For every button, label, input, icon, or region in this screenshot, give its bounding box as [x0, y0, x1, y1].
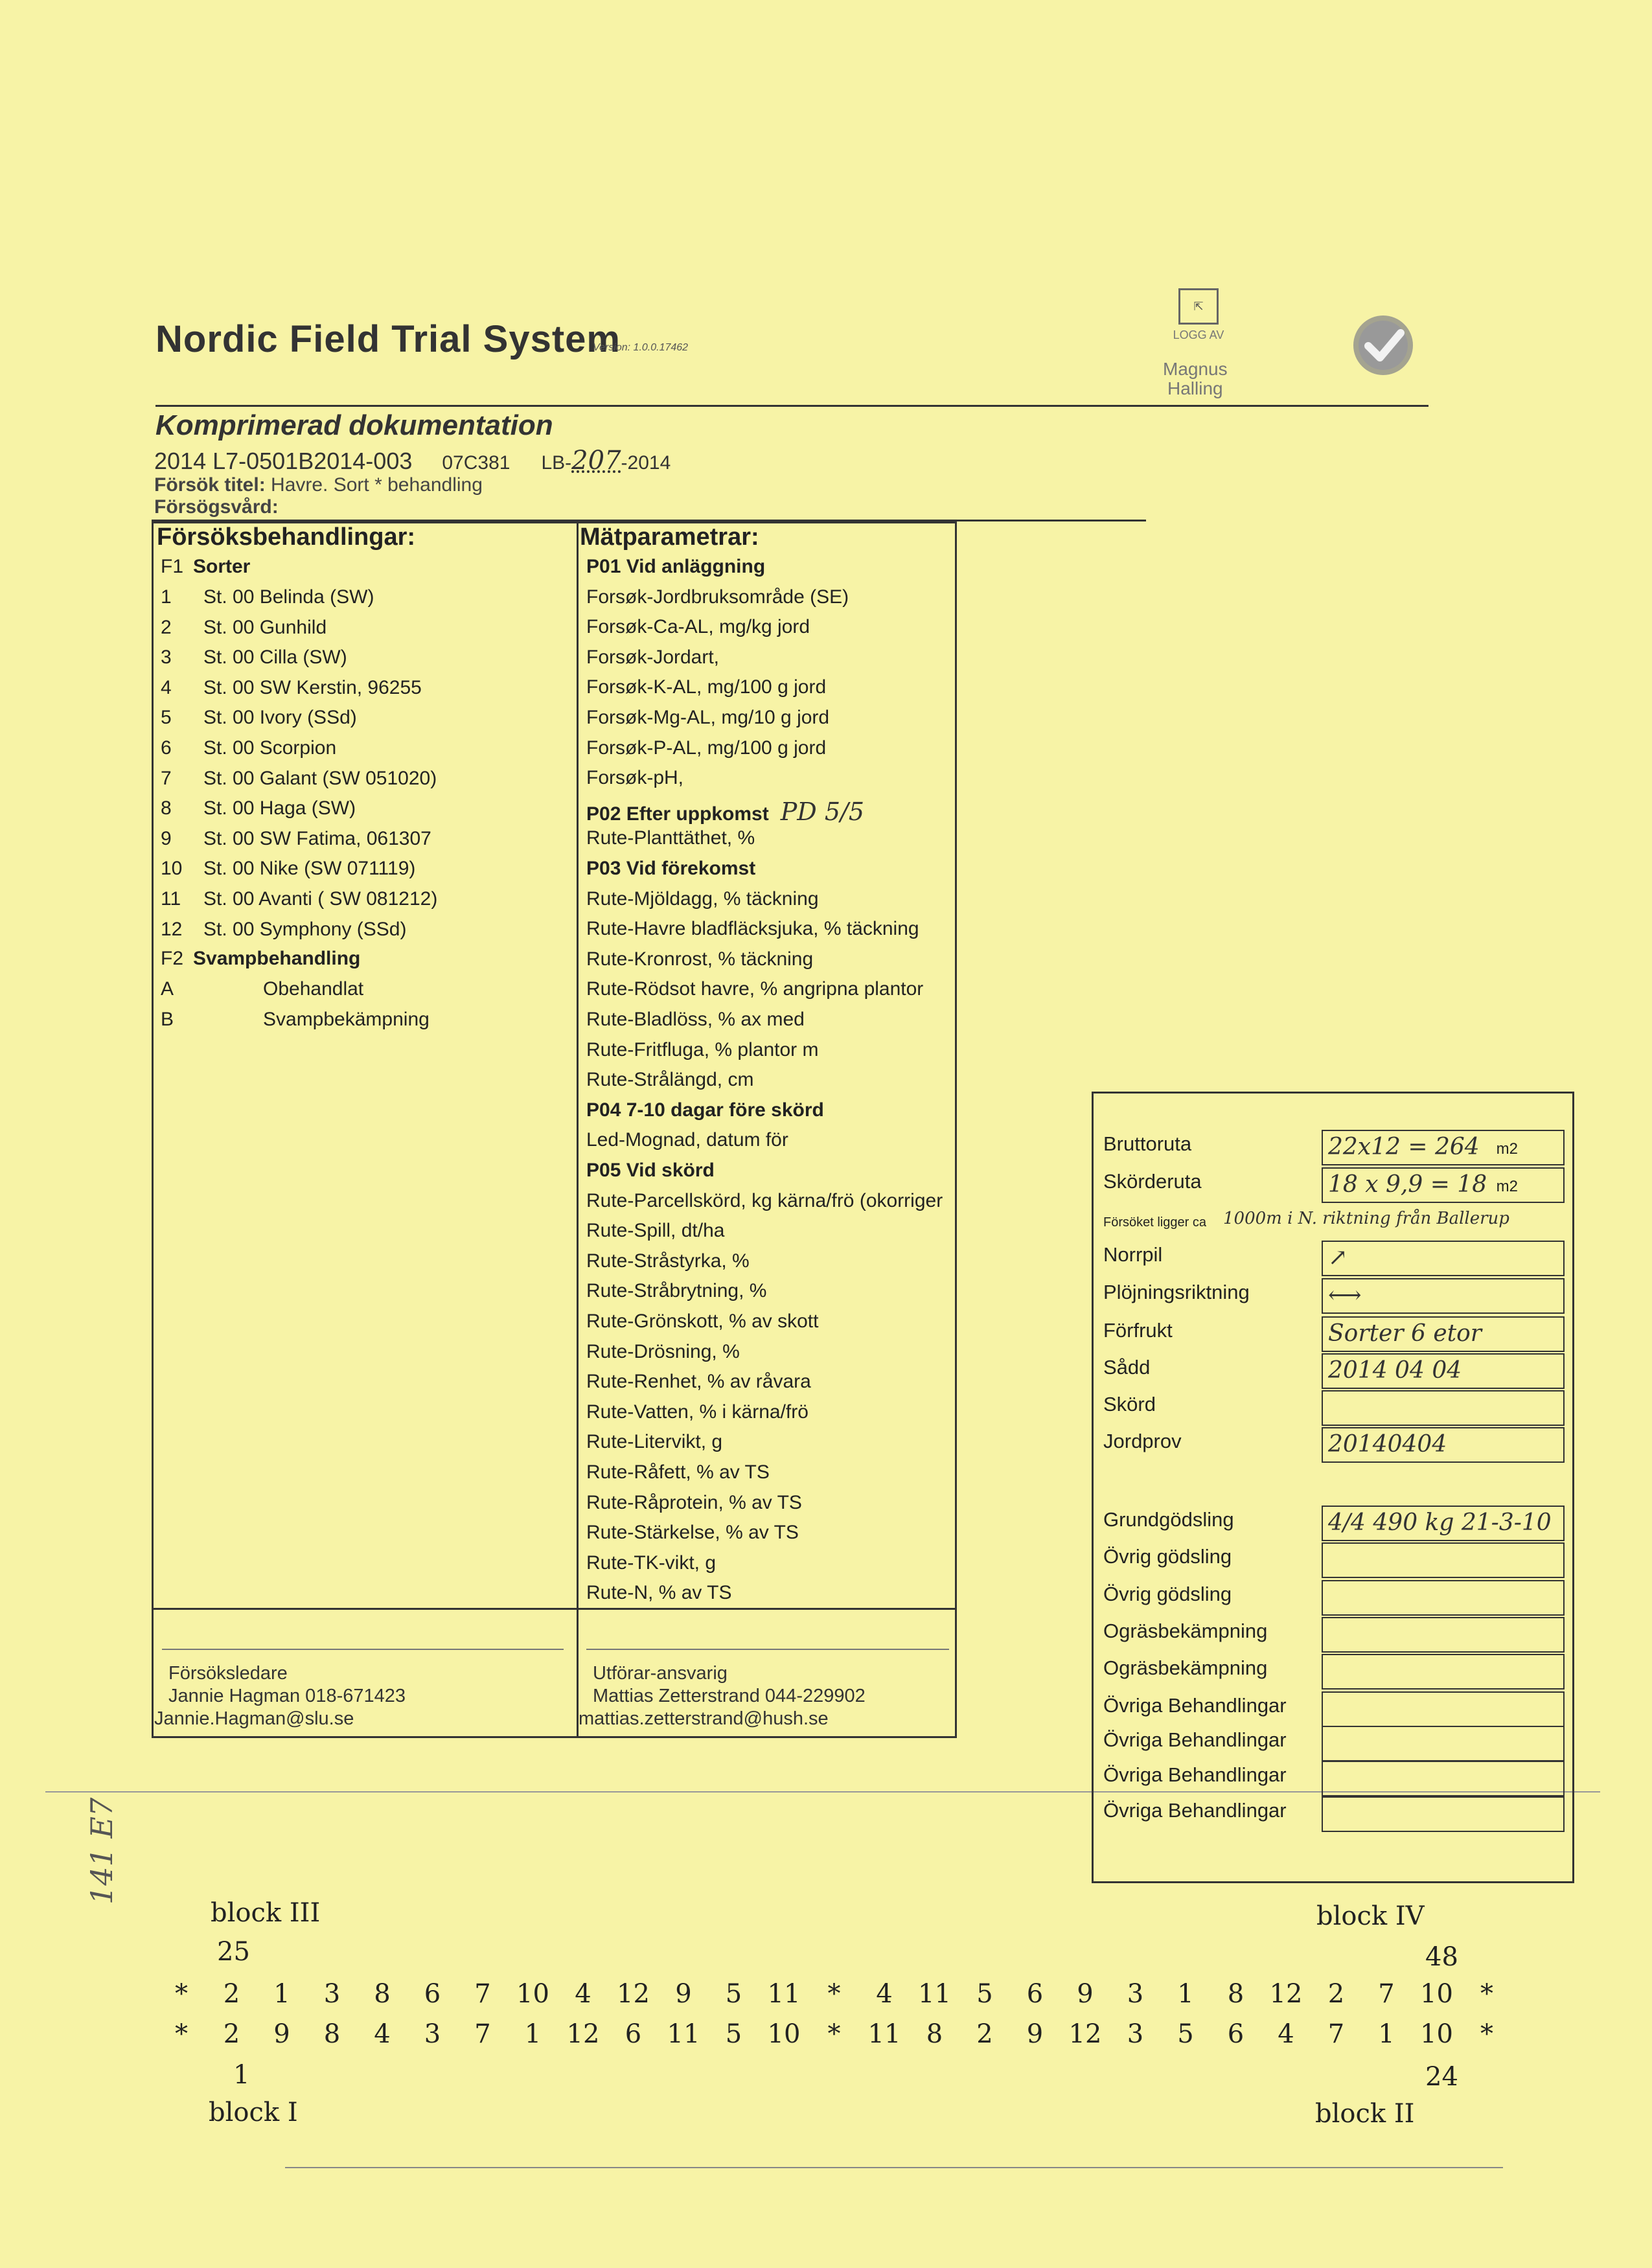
table-footer-rule: [152, 1608, 957, 1610]
sort-number: 12: [161, 918, 183, 940]
parameter-text: P05 Vid skörd: [586, 1160, 715, 1181]
logout-icon: ⇱: [1178, 288, 1219, 325]
leader-left-name: Jannie Hagman 018-671423: [168, 1686, 406, 1706]
leader-sig-line-right: [586, 1649, 949, 1650]
sort-name: St. 00 Galant (SW 051020): [203, 767, 437, 789]
plot-cell: 1: [524, 2019, 542, 2049]
parameter-text: Rute-Grönskott, % av skott: [586, 1311, 819, 1332]
trial-code-line: [154, 446, 671, 475]
fungal-code: A: [161, 978, 174, 1000]
field-label: Bruttoruta: [1103, 1132, 1192, 1155]
field-value-cell[interactable]: [1322, 1726, 1565, 1761]
plot-cell: 3: [424, 2019, 441, 2049]
field-unit: m2: [1496, 1178, 1518, 1195]
fungal-name: Svampbekämpning: [263, 1008, 430, 1030]
parameter-row: [586, 1461, 770, 1483]
field-value-cell[interactable]: [1322, 1761, 1565, 1796]
field-label: Plöjningsriktning: [1103, 1281, 1250, 1303]
parameter-text: P03 Vid förekomst: [586, 858, 756, 879]
sort-number: 4: [161, 676, 172, 698]
field-label: Övriga Behandlingar: [1103, 1728, 1287, 1751]
sort-name: St. 00 SW Kerstin, 96255: [203, 676, 422, 698]
f2-label: Svampbehandling: [193, 948, 361, 969]
parameter-text: Rute-Planttäthet, %: [586, 827, 755, 849]
parameter-text: Rute-Kronrost, % täckning: [586, 948, 814, 970]
fungal-row: [161, 1009, 430, 1031]
parameter-text: Forsøk-Mg-AL, mg/10 g jord: [586, 707, 830, 728]
parameter-group-heading: [586, 858, 755, 880]
field-value-cell[interactable]: [1322, 1506, 1565, 1541]
parameter-text: Rute-Havre bladfläcksjuka, % täckning: [586, 918, 919, 940]
lb-prefix: LB-: [541, 452, 572, 474]
sort-number: 6: [161, 737, 172, 759]
plot-cell: 3: [323, 1979, 341, 2009]
plot-cell: 11: [867, 2019, 901, 2049]
leader-left-email: Jannie.Hagman@slu.se: [154, 1708, 354, 1729]
parameter-row: [586, 1582, 732, 1604]
block-i-label: block I: [209, 2098, 298, 2127]
plot-cell: 4: [374, 2019, 391, 2049]
leader-left: [154, 1662, 406, 1730]
sort-number: 11: [161, 888, 181, 910]
field-label: Skörderuta: [1103, 1170, 1202, 1193]
table-column-divider: [577, 521, 579, 1738]
parameter-row: [586, 1431, 722, 1453]
plot-cell: 8: [926, 2019, 943, 2049]
field-label: Övriga Behandlingar: [1103, 1799, 1287, 1822]
parameter-row: [586, 1280, 766, 1302]
sort-number: 3: [161, 647, 172, 669]
sort-number: 1: [161, 586, 172, 608]
parameter-group-heading: [586, 556, 765, 578]
parameter-text: Rute-Spill, dt/ha: [586, 1220, 725, 1242]
field-label: Sådd: [1103, 1356, 1151, 1379]
parameter-text: Forsøk-pH,: [586, 767, 683, 789]
sort-row: [161, 888, 437, 910]
parameter-text: Rute-Stråbrytning, %: [586, 1280, 767, 1302]
parameter-text: Led-Mognad, datum för: [586, 1129, 788, 1151]
plot-cell: 4: [876, 1979, 893, 2009]
plot-cell: 1: [1378, 2019, 1395, 2049]
logout-button[interactable]: [1160, 288, 1237, 342]
plan-border-marker: *: [175, 1979, 188, 2009]
parameter-text: Forsøk-K-AL, mg/100 g jord: [586, 676, 827, 698]
f1-code: F1: [161, 556, 184, 577]
plot-cell: 4: [575, 1979, 591, 2009]
field-value-cell[interactable]: [1322, 1167, 1565, 1203]
trial-title-line: [154, 474, 483, 496]
field-value-cell[interactable]: [1322, 1353, 1565, 1389]
parameter-text: Rute-Parcellskörd, kg kärna/frö (okorriger: [586, 1189, 943, 1211]
parameter-row: [586, 948, 813, 970]
parameter-row: [586, 1250, 750, 1272]
plan-border-marker: *: [827, 2019, 841, 2049]
parameter-text: Forsøk-P-AL, mg/100 g jord: [586, 737, 827, 759]
plot-cell: 10: [767, 2019, 801, 2049]
field-label: Förfrukt: [1103, 1319, 1173, 1342]
field-label: Grundgödsling: [1103, 1508, 1234, 1531]
bottom-rule: [285, 2167, 1503, 2168]
plot-cell: 5: [976, 1979, 993, 2009]
field-label: Jordprov: [1103, 1430, 1182, 1452]
trial-code: 2014 L7-0501B2014-003: [154, 448, 413, 474]
parameter-text: Rute-Råprotein, % av TS: [586, 1491, 802, 1513]
leader-left-role: Försöksledare: [168, 1663, 288, 1684]
sort-number: 8: [161, 797, 172, 819]
parameter-text: Rute-TK-vikt, g: [586, 1552, 717, 1574]
sort-name: St. 00 Gunhild: [203, 616, 327, 638]
lb-suffix: -2014: [621, 452, 671, 474]
parameter-row: [586, 1401, 809, 1423]
checkmark-seal-icon: [1348, 310, 1419, 381]
parameter-text: Rute-Fritfluga, % plantor m: [586, 1038, 819, 1060]
leader-sig-line-left: [162, 1649, 564, 1650]
sort-row: [161, 858, 415, 880]
plot-cell: 6: [1026, 1979, 1044, 2009]
parameter-row: [586, 647, 719, 669]
sort-number: 5: [161, 707, 172, 729]
parameter-text: P01 Vid anläggning: [586, 556, 766, 577]
field-label: Försöket ligger ca: [1103, 1215, 1206, 1230]
plot-cell: 5: [725, 1979, 742, 2009]
field-label: Ogräsbekämpning: [1103, 1620, 1268, 1642]
parameter-text: Rute-Vatten, % i kärna/frö: [586, 1401, 809, 1423]
parameter-row: [586, 676, 826, 698]
plot-number-24: 24: [1425, 2062, 1458, 2092]
field-value-cell[interactable]: [1322, 1241, 1565, 1276]
sort-name: St. 00 Nike (SW 071119): [203, 858, 416, 880]
parameter-row: [586, 1341, 740, 1363]
parameter-row: [586, 707, 829, 729]
sort-row: [161, 647, 347, 669]
field-value: 18 x 9,9 = 18: [1328, 1171, 1487, 1198]
block-iii-label: block III: [211, 1898, 321, 1928]
field-value: Sorter 6 etor: [1328, 1320, 1482, 1347]
parameter-text: Rute-Mjöldagg, % täckning: [586, 888, 819, 910]
field-value-cell[interactable]: [1322, 1542, 1565, 1578]
field-value-cell[interactable]: [1322, 1617, 1565, 1653]
plot-cell: 2: [223, 2019, 240, 2049]
parameter-text: Forsøk-Jordbruksområde (SE): [586, 586, 849, 608]
field-label: Skörd: [1103, 1393, 1156, 1415]
field-value: 4/4 490 kg 21-3-10: [1328, 1509, 1552, 1536]
fungal-code: B: [161, 1008, 174, 1030]
plan-border-marker: *: [1480, 2019, 1493, 2049]
parameter-text: Rute-Renhet, % av råvara: [586, 1371, 811, 1393]
parameter-text: Rute-N, % av TS: [586, 1582, 732, 1604]
trial-code-2: 07C381: [442, 452, 511, 474]
field-value-cell[interactable]: [1322, 1390, 1565, 1426]
parameter-text: Rute-Stråstyrka, %: [586, 1250, 750, 1272]
parameter-text: P04 7-10 dagar före skörd: [586, 1099, 824, 1121]
parameter-row: [586, 1492, 802, 1514]
parameter-text: Rute-Rödsot havre, % angripna plantor: [586, 978, 924, 1000]
parameter-text: Rute-Råfett, % av TS: [586, 1461, 770, 1483]
logout-label: LOGG AV: [1173, 328, 1224, 341]
plot-cell: 12: [1269, 1979, 1303, 2009]
parameter-text: Rute-Strålängd, cm: [586, 1069, 754, 1091]
margin-note: 141 E7: [84, 1797, 119, 1905]
parameter-row: [586, 1009, 805, 1031]
sort-name: St. 00 Belinda (SW): [203, 586, 374, 608]
plot-number-1: 1: [233, 2060, 250, 2090]
field-value: ⟷: [1328, 1282, 1362, 1309]
parameter-text: Forsøk-Ca-AL, mg/kg jord: [586, 616, 810, 638]
block-ii-label: block II: [1315, 2099, 1415, 2129]
plot-cell: 3: [1127, 1979, 1144, 2009]
leader-right-email: mattias.zetterstrand@hush.se: [579, 1708, 829, 1729]
sort-row: [161, 919, 406, 941]
plot-cell: 2: [1327, 1979, 1345, 2009]
plot-cell: 5: [725, 2019, 742, 2049]
parameter-row: [586, 827, 755, 849]
plot-cell: 4: [1278, 2019, 1294, 2049]
field-label: Övriga Behandlingar: [1103, 1694, 1287, 1717]
parameter-row: [586, 1371, 811, 1393]
field-label: Övrig gödsling: [1103, 1545, 1232, 1568]
plot-cell: 7: [1378, 1979, 1395, 2009]
user-first-name: Magnus: [1163, 359, 1228, 379]
plan-border-marker: *: [827, 1979, 841, 2009]
user-last-name: Halling: [1167, 378, 1223, 398]
field-value-cell[interactable]: [1322, 1278, 1565, 1314]
parameter-row: [586, 918, 919, 940]
field-label: Övrig gödsling: [1103, 1583, 1232, 1605]
trial-title: Havre. Sort * behandling: [271, 474, 483, 496]
field-label: Norrpil: [1103, 1243, 1163, 1266]
plot-cell: 1: [273, 1979, 290, 2009]
plan-border-marker: *: [175, 2019, 188, 2049]
field-value-cell[interactable]: [1322, 1130, 1565, 1165]
sort-row: [161, 737, 336, 759]
sort-row: [161, 768, 437, 790]
plot-cell: 9: [675, 1979, 692, 2009]
parameters-heading: Mätparametrar:: [580, 523, 759, 551]
parameter-row: [586, 1190, 943, 1212]
parameter-row: [586, 586, 849, 608]
treatment-table: [152, 521, 957, 1738]
sort-number: 7: [161, 767, 172, 789]
plot-cell: 11: [918, 1979, 951, 2009]
sort-name: St. 00 Ivory (SSd): [203, 707, 357, 729]
plot-cell: 1: [1177, 1979, 1194, 2009]
field-value: 20140404: [1328, 1431, 1447, 1458]
fungal-row: [161, 978, 363, 1000]
treatments-heading: Försöksbehandlingar:: [157, 523, 416, 551]
plot-cell: 7: [1327, 2019, 1345, 2049]
parameter-row: [586, 1311, 818, 1333]
parameter-text: Rute-Drösning, %: [586, 1340, 740, 1362]
sort-name: St. 00 Avanti ( SW 081212): [203, 888, 438, 910]
leader-right: [579, 1662, 866, 1730]
field-value: 2014 04 04: [1328, 1357, 1462, 1384]
field-value-cell[interactable]: [1322, 1427, 1565, 1463]
parameter-row: [586, 1522, 799, 1544]
sort-row: [161, 797, 356, 819]
sort-number: 2: [161, 616, 172, 638]
sort-row: [161, 617, 327, 639]
plot-cell: 2: [976, 2019, 993, 2049]
parameter-text: P02 Efter uppkomst: [586, 803, 769, 825]
sort-row: [161, 828, 431, 850]
parameter-row: [586, 1129, 788, 1151]
user-name: [1163, 360, 1228, 398]
plot-cell: 9: [273, 2019, 290, 2049]
parameter-text: Rute-Bladlöss, % ax med: [586, 1009, 805, 1030]
block-iv-label: block IV: [1316, 1901, 1425, 1931]
parameter-row: [586, 1069, 753, 1091]
parameter-group-heading: [586, 1099, 824, 1121]
f1-label: Sorter: [193, 556, 251, 577]
parameter-row: [586, 1039, 818, 1061]
sort-name: St. 00 Symphony (SSd): [203, 918, 407, 940]
plot-cell: 9: [1077, 1979, 1094, 2009]
parameter-row: [586, 767, 683, 789]
field-value-cell[interactable]: [1322, 1316, 1565, 1352]
plot-cell: 9: [1026, 2019, 1044, 2049]
sort-name: St. 00 SW Fatima, 061307: [203, 827, 431, 849]
plot-number-25: 25: [217, 1937, 250, 1967]
plot-number-48: 48: [1425, 1942, 1458, 1972]
leader-right-role: Utförar-ansvarig: [593, 1663, 728, 1684]
parameter-handwritten-note: PD 5/5: [780, 797, 865, 826]
f2-row: [161, 948, 360, 970]
plot-cell: 3: [1127, 2019, 1144, 2049]
plot-cell: 2: [223, 1979, 240, 2009]
parameter-row: [586, 888, 819, 910]
plot-cell: 6: [625, 2019, 642, 2049]
plot-cell: 11: [667, 2019, 700, 2049]
sort-name: St. 00 Cilla (SW): [203, 647, 347, 669]
plot-cell: 10: [1420, 1979, 1453, 2009]
parameter-row: [586, 1552, 716, 1574]
field-value: ↗: [1328, 1244, 1348, 1271]
plot-cell: 12: [566, 2019, 600, 2049]
plot-cell: 5: [1177, 2019, 1194, 2049]
field-value-cell[interactable]: [1322, 1580, 1565, 1616]
lb-number-handwritten: 207: [571, 446, 621, 475]
leader-right-name: Mattias Zetterstrand 044-229902: [593, 1686, 866, 1706]
f1-row: [161, 556, 250, 578]
sort-row: [161, 707, 357, 729]
plot-cell: 10: [1420, 2019, 1453, 2049]
trial-title-label: Försök titel:: [154, 474, 266, 496]
field-value-cell[interactable]: [1218, 1206, 1529, 1242]
plot-cell: 6: [1227, 2019, 1245, 2049]
fungal-name: Obehandlat: [263, 978, 364, 1000]
plot-cell: 7: [474, 2019, 491, 2049]
field-value: 1000m i N. riktning från Ballerup: [1223, 1209, 1509, 1228]
sort-name: St. 00 Haga (SW): [203, 797, 356, 819]
field-value-cell[interactable]: [1322, 1691, 1565, 1727]
parameter-row: [586, 978, 923, 1000]
field-value-cell[interactable]: [1322, 1796, 1565, 1832]
parameter-row: [586, 616, 810, 638]
plot-cell: 7: [474, 1979, 491, 2009]
parameter-text: Forsøk-Jordart,: [586, 646, 720, 668]
sort-row: [161, 677, 422, 699]
plot-cell: 8: [323, 2019, 341, 2049]
plot-cell: 11: [767, 1979, 801, 2009]
version-label: Version: 1.0.0.17462: [593, 342, 689, 353]
plot-cell: 8: [374, 1979, 391, 2009]
header-rule: [155, 405, 1428, 407]
field-label: Övriga Behandlingar: [1103, 1763, 1287, 1786]
host-label: Försögsvård:: [154, 496, 279, 518]
parameter-row: [586, 737, 826, 759]
plot-cell: 12: [1068, 2019, 1102, 2049]
sort-number: 9: [161, 827, 172, 849]
field-value-cell[interactable]: [1322, 1654, 1565, 1690]
plan-border-marker: *: [1480, 1979, 1493, 2009]
field-value: 22x12 = 264: [1328, 1134, 1480, 1160]
sort-row: [161, 586, 374, 608]
doc-title: Komprimerad dokumentation: [155, 409, 553, 441]
parameter-group-heading: [586, 797, 864, 826]
parameter-row: [586, 1220, 724, 1242]
parameter-text: Rute-Litervikt, g: [586, 1431, 723, 1453]
sort-number: 10: [161, 858, 183, 880]
field-label: Ogräsbekämpning: [1103, 1656, 1268, 1679]
plot-cell: 12: [617, 1979, 650, 2009]
plot-cell: 6: [424, 1979, 441, 2009]
f2-code: F2: [161, 948, 184, 969]
sort-name: St. 00 Scorpion: [203, 737, 337, 759]
parameter-text: Rute-Stärkelse, % av TS: [586, 1522, 799, 1544]
plot-cell: 8: [1227, 1979, 1245, 2009]
plot-cell: 10: [516, 1979, 549, 2009]
parameter-group-heading: [586, 1160, 715, 1182]
field-unit: m2: [1496, 1140, 1518, 1158]
system-name: Nordic Field Trial System: [155, 318, 621, 360]
